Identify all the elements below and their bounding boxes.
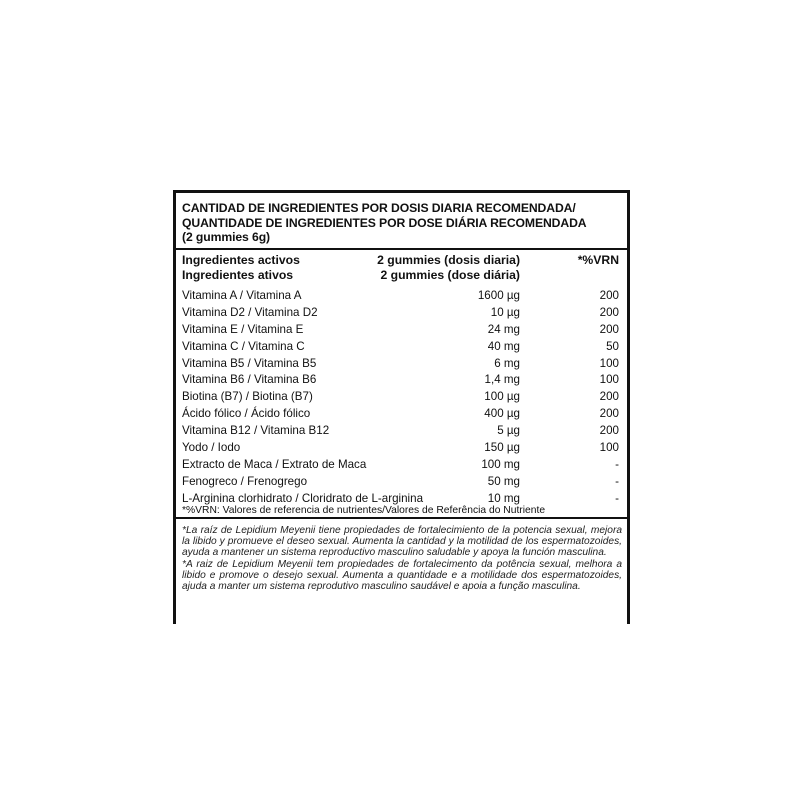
maca-description <box>182 525 622 592</box>
table-row <box>176 288 627 305</box>
ingredient-name: Vitamina C / Vitamina C <box>182 339 305 353</box>
ingredient-name: Vitamina E / Vitamina E <box>182 322 304 336</box>
table-row <box>176 440 627 457</box>
ingredient-name: Extracto de Maca / Extrato de Maca <box>182 457 367 471</box>
ingredient-vrn: 100 <box>599 441 619 455</box>
heading-line-pt: QUANTIDADE DE INGREDIENTES POR DOSE DIÁRIA RECOMENDADA <box>182 215 587 230</box>
ingredient-table <box>176 288 627 508</box>
table-row <box>176 406 627 423</box>
ingredient-vrn: - <box>615 491 619 505</box>
ingredient-amount: 100 mg <box>481 457 520 471</box>
ingredient-vrn: 100 <box>599 373 619 387</box>
table-row <box>176 474 627 491</box>
column-vrn: *%VRN <box>577 253 619 267</box>
ingredient-vrn: - <box>615 474 619 488</box>
ingredient-name: Yodo / Iodo <box>182 441 241 455</box>
label-heading <box>182 201 622 245</box>
ingredient-vrn: 200 <box>599 305 619 319</box>
ingredient-vrn: 100 <box>599 356 619 370</box>
ingredient-amount: 1,4 mg <box>484 373 520 387</box>
ingredient-amount: 6 mg <box>494 356 520 370</box>
ingredient-name: Vitamina A / Vitamina A <box>182 289 302 302</box>
heading-serving: (2 gummies 6g) <box>182 230 270 244</box>
ingredient-name: Vitamina B12 / Vitamina B12 <box>182 424 330 438</box>
ingredient-vrn: 200 <box>599 289 619 302</box>
table-row <box>176 356 627 373</box>
ingredient-name: Vitamina B5 / Vitamina B5 <box>182 356 317 370</box>
ingredient-vrn: 200 <box>599 322 619 336</box>
table-row <box>176 339 627 356</box>
table-row <box>176 322 627 339</box>
ingredient-amount: 100 µg <box>484 390 520 404</box>
ingredient-name: Biotina (B7) / Biotina (B7) <box>182 390 313 404</box>
ingredient-amount: 10 mg <box>487 491 520 505</box>
ingredient-amount: 10 µg <box>490 305 520 319</box>
ingredient-amount: 1600 µg <box>477 289 520 302</box>
ingredient-name: Fenogreco / Frenogrego <box>182 474 308 488</box>
table-row <box>176 372 627 389</box>
description-pt: *A raiz de Lepidium Meyenii tem propiedades de fortalecimento da potência sexual, melhora a libido e promove o desejo sexual. Aumenta a quantidade e a motilidade dos espermatozoides, ajuda a manter um sistema reprodutivo masculino saudável e apoia a função masculina. <box>182 558 622 593</box>
footnote-divider <box>176 517 627 519</box>
column-amount-es: 2 gummies (dosis diaria) <box>377 253 520 267</box>
ingredient-amount: 24 mg <box>487 322 520 336</box>
column-amount-pt: 2 gummies (dose diária) <box>380 268 520 282</box>
ingredient-vrn: 50 <box>606 339 619 353</box>
ingredient-vrn: 200 <box>599 407 619 421</box>
ingredient-name: Vitamina D2 / Vitamina D2 <box>182 305 318 319</box>
heading-divider <box>176 248 627 250</box>
column-ingredients-pt: Ingredientes ativos <box>182 268 294 282</box>
ingredient-amount: 40 mg <box>487 339 520 353</box>
vrn-footnote: *%VRN: Valores de referencia de nutrientes/Valores de Referência do Nutriente <box>182 505 546 516</box>
table-row <box>176 305 627 322</box>
ingredient-amount: 50 mg <box>487 474 520 488</box>
supplement-facts-label <box>173 190 630 624</box>
ingredient-name: Vitamina B6 / Vitamina B6 <box>182 373 317 387</box>
description-es: *La raíz de Lepidium Meyenii tiene propiedades de fortalecimiento de la potencia sexual, mejora la libido y promueve el deseo sexual. Aumenta la cantidad y la motilidad de los espermatozoides, ayuda a mantener un sistema reproductivo masculino saludable y apoya la función masculina. <box>182 525 622 559</box>
ingredient-name: L-Arginina clorhidrato / Cloridrato de L-arginina <box>182 491 424 505</box>
table-row <box>176 423 627 440</box>
ingredient-name: Ácido fólico / Ácido fólico <box>182 407 311 421</box>
ingredient-amount: 400 µg <box>484 407 520 421</box>
table-row <box>176 457 627 474</box>
ingredient-amount: 5 µg <box>497 424 520 438</box>
ingredient-vrn: 200 <box>599 390 619 404</box>
heading-line-es: CANTIDAD DE INGREDIENTES POR DOSIS DIARIA RECOMENDADA/ <box>182 201 576 215</box>
table-row <box>176 389 627 406</box>
column-ingredients-es: Ingredientes activos <box>182 253 300 267</box>
ingredient-vrn: 200 <box>599 424 619 438</box>
ingredient-vrn: - <box>615 457 619 471</box>
ingredient-amount: 150 µg <box>484 441 520 455</box>
